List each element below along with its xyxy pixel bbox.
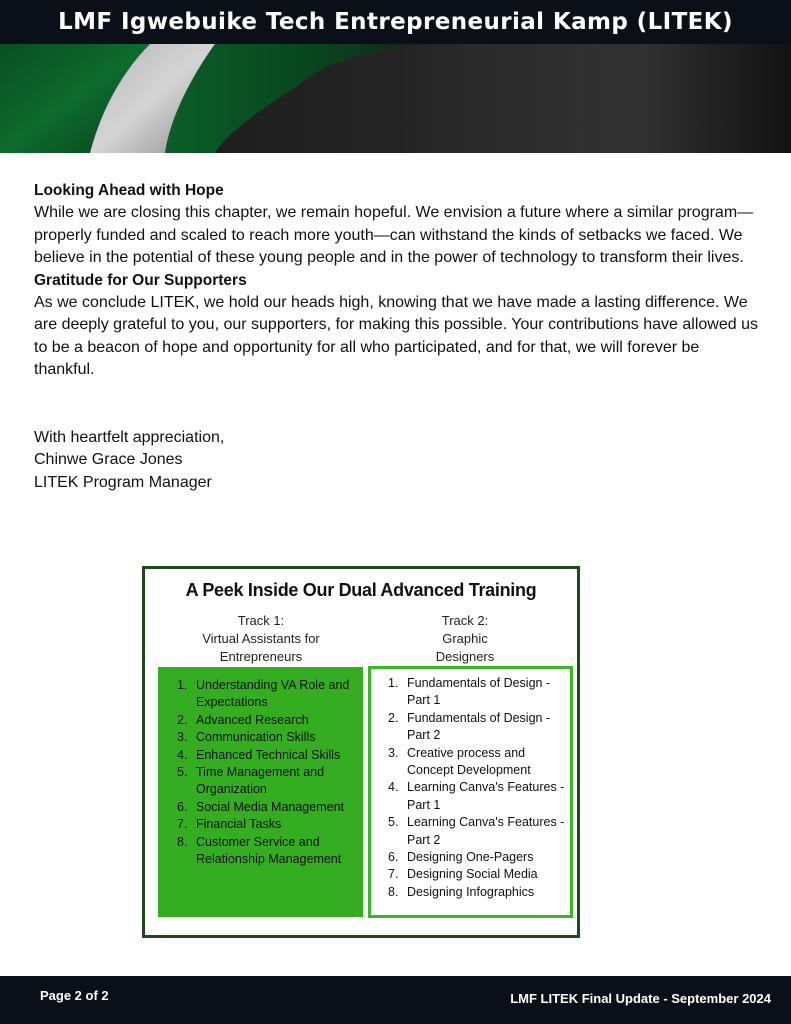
panel-title: A Peek Inside Our Dual Advanced Training (185, 580, 537, 600)
track2-module-list (388, 675, 566, 901)
letter-body (34, 180, 759, 494)
list-item: 1. Understanding VA Role and Expectations (177, 678, 350, 710)
training-overview-panel (142, 566, 580, 938)
list-item: 8. Designing Infographics (388, 884, 535, 899)
track1-module-box (158, 667, 363, 917)
track1-label: Track 1: (237, 613, 285, 628)
list-item: 3. Creative process and Concept Development (388, 745, 531, 778)
track1-header (185, 612, 337, 666)
signoff-name: Chinwe Grace Jones (34, 451, 183, 468)
track2-module-box (368, 666, 573, 918)
list-item: 4. Enhanced Technical Skills (177, 747, 341, 762)
section-heading-hope: Looking Ahead with Hope (34, 182, 224, 199)
page-title: LMF Igwebuike Tech Entrepreneurial Kamp (LITEK) (58, 9, 733, 35)
list-item: 5. Learning Canva's Features - Part 2 (388, 815, 565, 847)
signoff-role: LITEK Program Manager (34, 473, 212, 491)
list-item: 5. Time Management and Organization (177, 765, 325, 797)
list-item: 6. Social Media Management (177, 799, 344, 814)
signoff-closing: With heartfelt appreciation, (34, 428, 225, 446)
page-number: Page 2 of 2 (40, 988, 109, 1003)
track1-name-line2: Entrepreneurs (219, 649, 303, 664)
list-item: 2. Fundamentals of Design - Part 2 (388, 710, 551, 743)
footer-update-label: LMF LITEK Final Update - September 2024 (510, 991, 771, 1006)
list-item: 2. Advanced Research (177, 712, 309, 727)
flag-banner-image (0, 44, 791, 153)
list-item: 6. Designing One-Pagers (388, 850, 534, 865)
signoff (34, 427, 759, 495)
list-item: 4. Learning Canva's Features - Part 1 (388, 780, 565, 812)
list-item: 1. Fundamentals of Design - Part 1 (388, 676, 551, 708)
track2-label: Track 2: (441, 613, 489, 628)
track1-name-line1: Virtual Assistants for (202, 631, 320, 646)
list-item: 3. Communication Skills (177, 730, 316, 745)
track2-header (415, 612, 515, 666)
track2-name-line2: Designers (435, 649, 495, 664)
section-body-hope: While we are closing this chapter, we remain hopeful. We envision a future where a similar program—properly funded and scaled to reach more youth—can withstand the kinds of setbacks we faced. We believe in the potential of these young people and in the power of technology to transform their lives. (34, 204, 754, 266)
section-body-gratitude: As we conclude LITEK, we hold our heads high, knowing that we have made a lasting difference. We are deeply grateful to you, our supporters, for making this possible. Your contributions have allowed us to be a beacon of hope and opportunity for all who participated, and for that, we will forever be thankful. (34, 293, 758, 378)
footer-bar (0, 976, 791, 1024)
track1-module-list (177, 677, 357, 868)
list-item: 7. Designing Social Media (388, 867, 538, 882)
list-item: 7. Financial Tasks (177, 817, 282, 832)
track2-name-line1: Graphic (442, 631, 488, 646)
section-heading-gratitude: Gratitude for Our Supporters (34, 271, 247, 289)
list-item: 8. Customer Service and Relationship Management (177, 834, 342, 867)
header-bar (0, 0, 791, 44)
